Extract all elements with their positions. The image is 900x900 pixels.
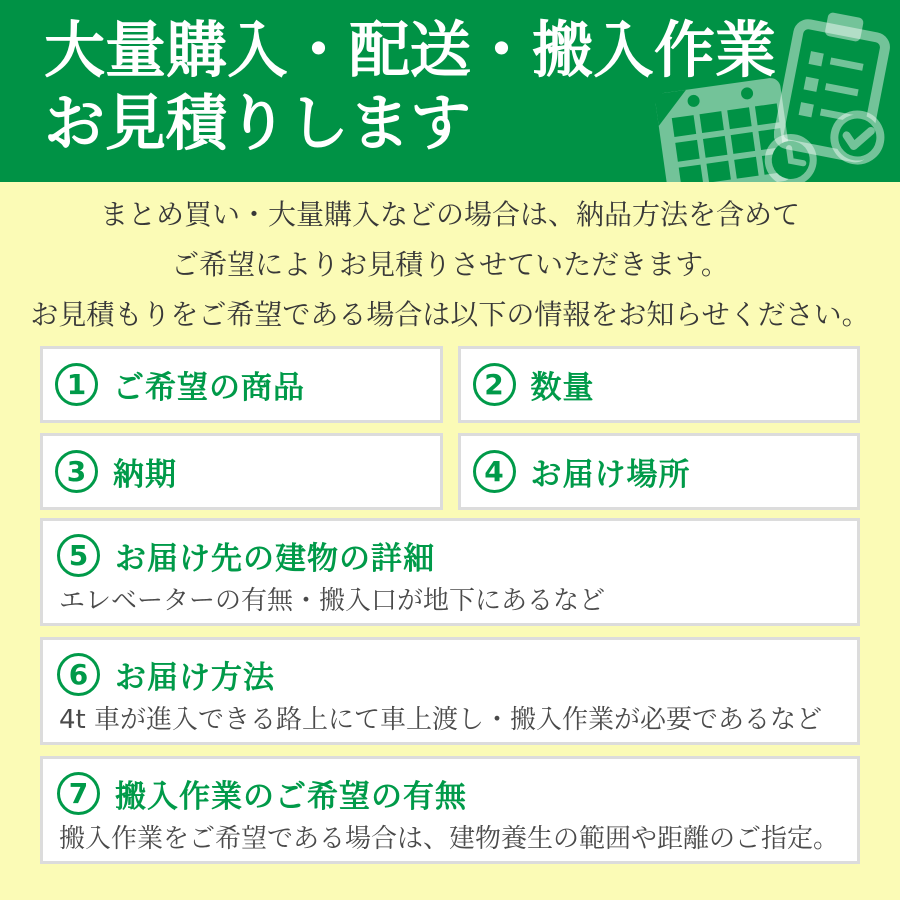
- info-box-7: [40, 756, 860, 864]
- info-label-2: 数量: [530, 370, 595, 406]
- number-badge-1: 1: [55, 363, 98, 406]
- number-badge-3: 3: [55, 450, 98, 493]
- info-row-2: [40, 433, 860, 510]
- info-label-3: 納期: [113, 457, 177, 493]
- info-description-6: 4t 車が進入できる路上にて車上渡し・搬入作業が必要であるなど: [59, 705, 823, 735]
- info-box-5: [40, 518, 860, 626]
- info-label-1: ご希望の商品: [113, 370, 305, 406]
- info-label-6: お届け方法: [115, 660, 275, 696]
- intro-text: [0, 182, 900, 346]
- header-banner: [0, 0, 900, 182]
- info-label-5: お届け先の建物の詳細: [115, 541, 435, 577]
- number-badge-6: 6: [57, 653, 100, 696]
- info-box-4: [458, 433, 861, 510]
- number-badge-4: 4: [473, 450, 516, 493]
- info-box-2: [458, 346, 861, 423]
- info-row-1: [40, 346, 860, 423]
- info-grid: [40, 346, 860, 864]
- info-description-5: エレベーターの有無・搬入口が地下にあるなど: [59, 586, 606, 616]
- number-badge-2: 2: [473, 363, 516, 406]
- info-label-4: お届け場所: [530, 457, 691, 493]
- number-badge-5: 5: [57, 534, 100, 577]
- info-box-1: [40, 346, 443, 423]
- info-box-3: [40, 433, 443, 510]
- info-box-6-heading: [57, 652, 843, 697]
- page-title-line2: お見積りします: [44, 88, 472, 159]
- info-description-7: 搬入作業をご希望である場合は、建物養生の範囲や距離のご指定。: [59, 824, 840, 854]
- page-title-line1: 大量購入・配送・搬入作業: [44, 15, 777, 86]
- intro-line: まとめ買い・大量購入などの場合は、納品方法を含めて: [99, 198, 800, 231]
- info-box-6: [40, 637, 860, 745]
- clipboard-check-icon: [774, 10, 892, 170]
- info-box-5-heading: [57, 533, 843, 578]
- header-icons: [630, 0, 900, 182]
- intro-line: お見積もりをご希望である場合は以下の情報をお知らせください。: [30, 298, 870, 331]
- info-box-7-heading: [57, 771, 843, 816]
- intro-line: ご希望によりお見積りさせていただきます。: [171, 248, 729, 281]
- info-label-7: 搬入作業のご希望の有無: [115, 779, 467, 815]
- number-badge-7: 7: [57, 772, 100, 815]
